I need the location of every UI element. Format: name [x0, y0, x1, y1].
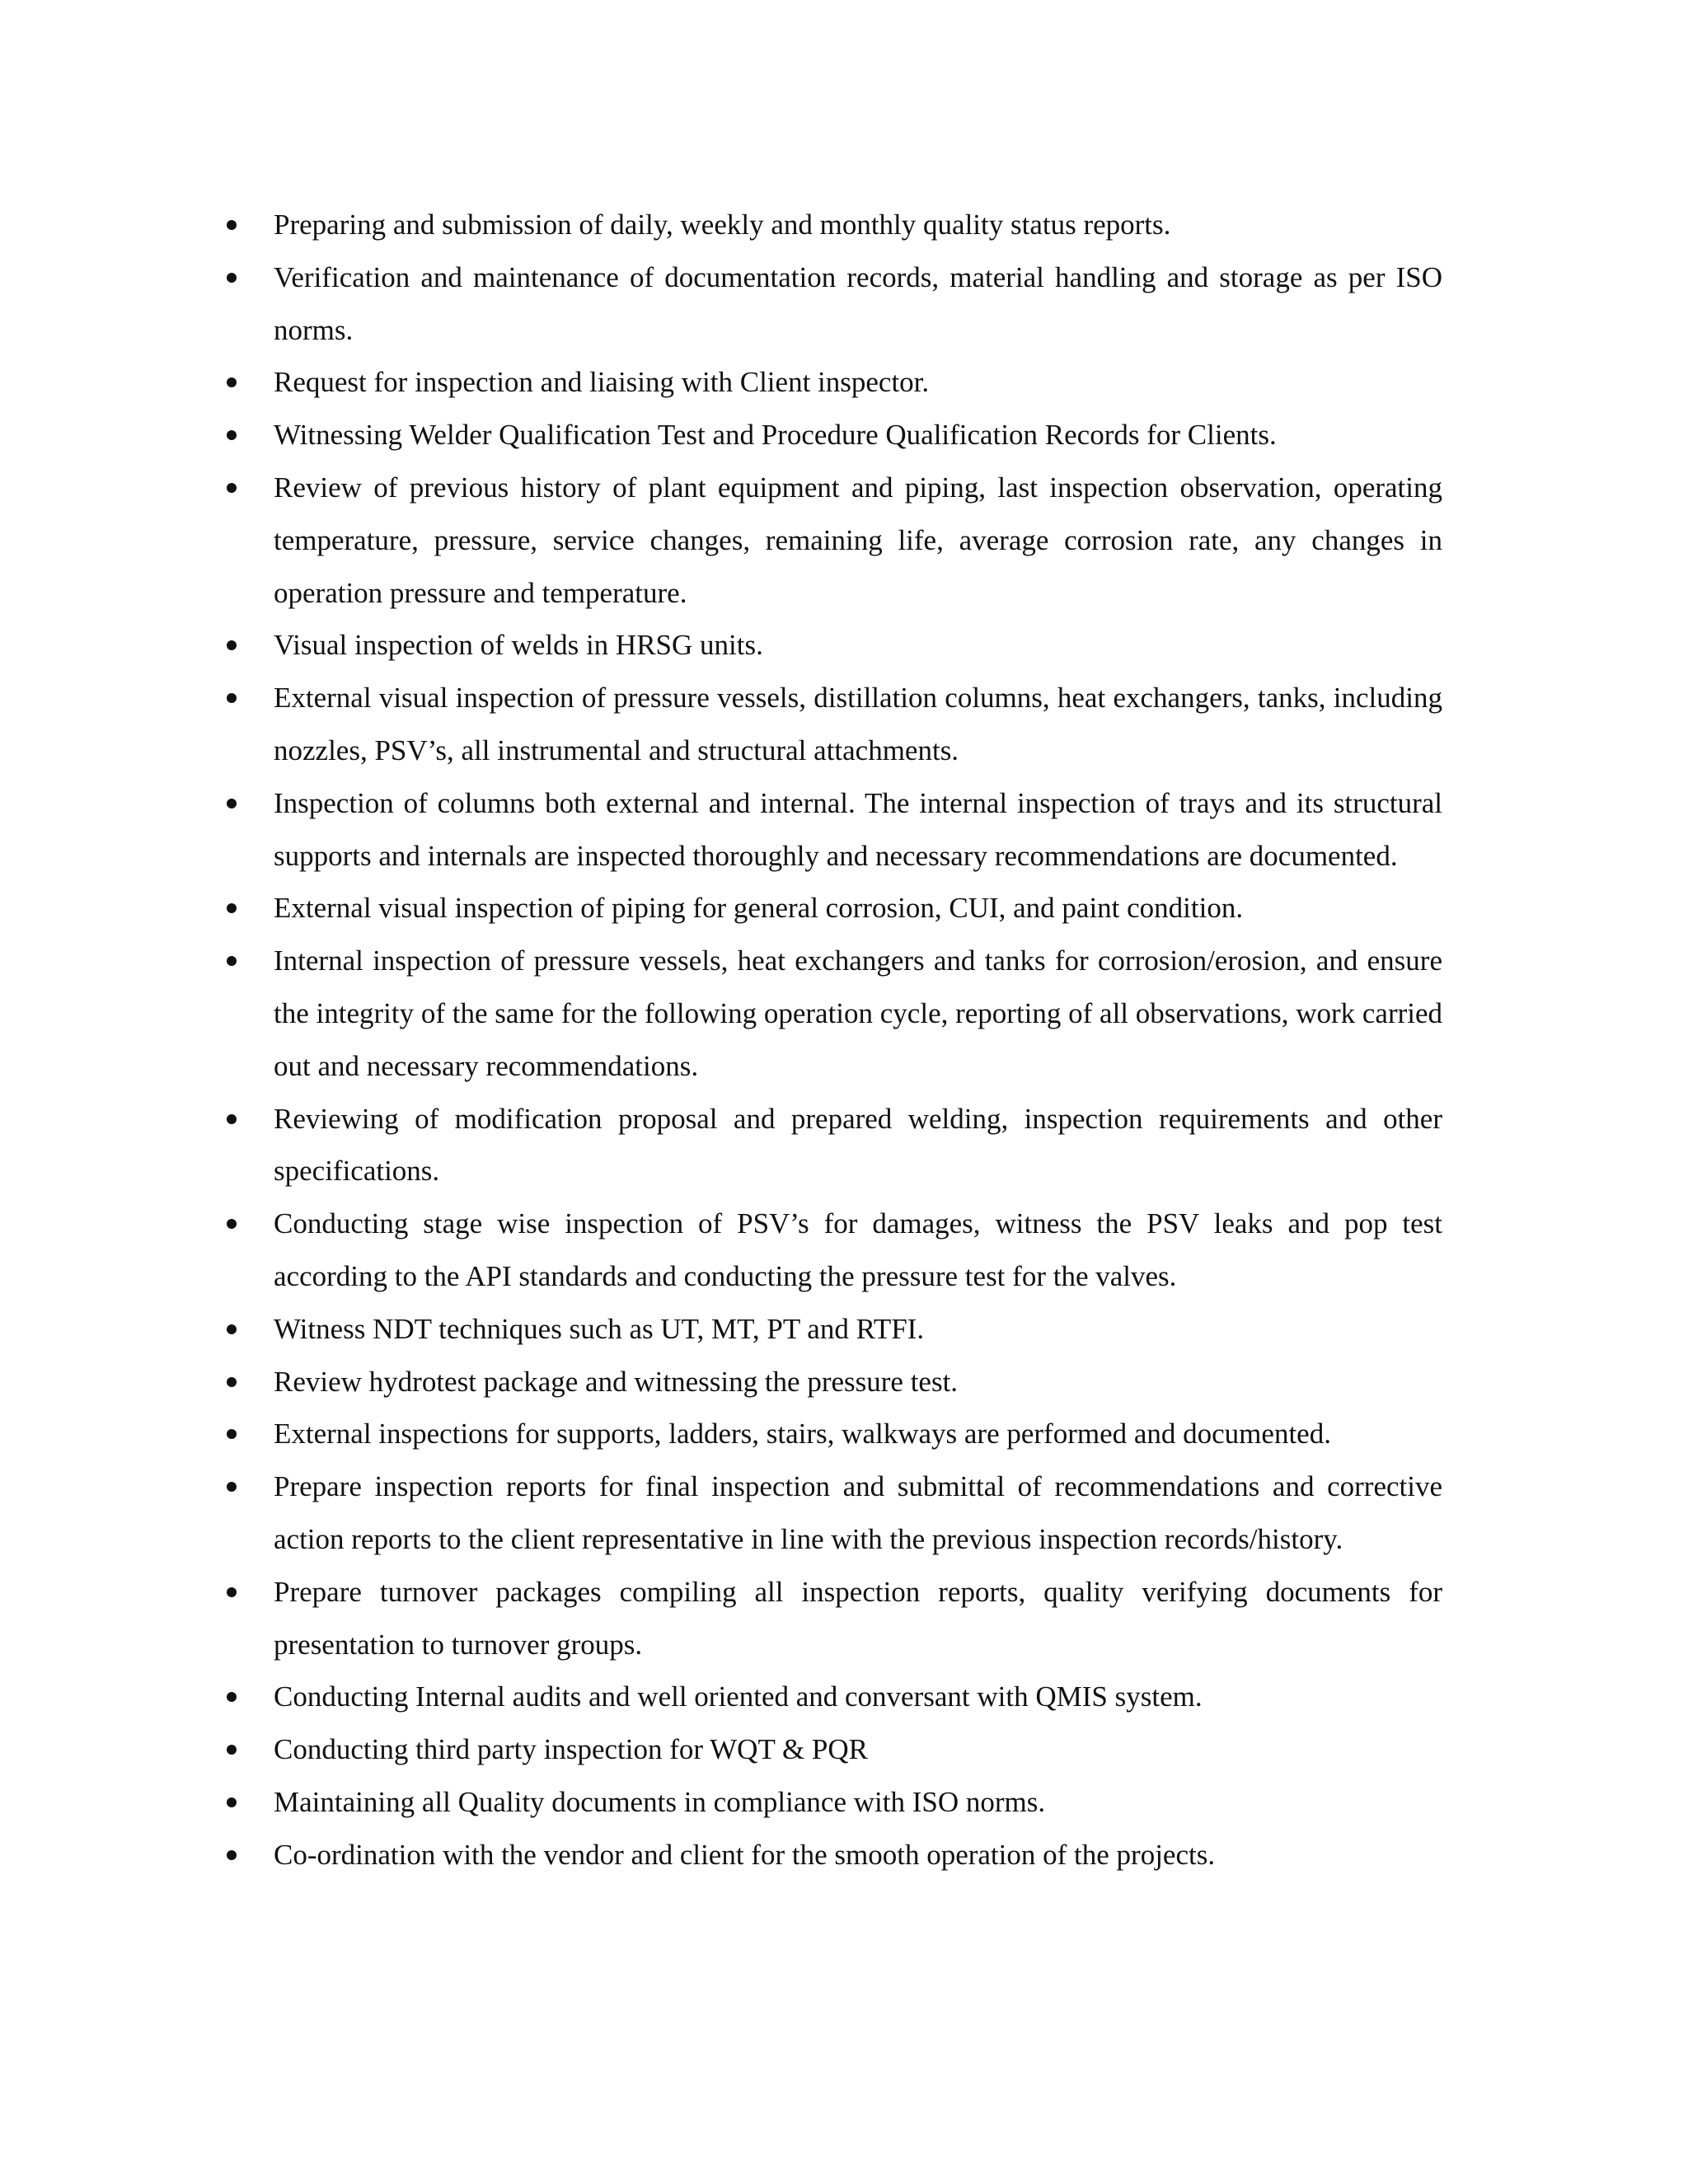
- list-item-text: Witnessing Welder Qualification Test and Procedure Qualification Records for Clients.: [274, 419, 1277, 452]
- responsibilities-list: [223, 199, 1442, 1882]
- list-item-text: External visual inspection of piping for general corrosion, CUI, and paint condition.: [274, 892, 1244, 925]
- list-item: [223, 1566, 1442, 1671]
- bullet-icon: [227, 799, 237, 808]
- list-item-text: Preparing and submission of daily, weekly and monthly quality status reports.: [274, 209, 1171, 241]
- list-item-text: Internal inspection of pressure vessels, heat exchangers and tanks for corrosion/erosion, and ensure the integrity of the same for the following operation cycle, reporting of all observations, work carried out and necessary recommendations.: [274, 944, 1443, 1082]
- list-item: [223, 1197, 1442, 1303]
- bullet-icon: [227, 1219, 237, 1229]
- list-item-text: Prepare inspection reports for final inspection and submittal of recommendations and corrective action reports to the client representative in line with the previous inspection records/history.: [274, 1470, 1442, 1555]
- list-item-text: Visual inspection of welds in HRSG units.: [274, 629, 763, 662]
- list-item-text: Conducting Internal audits and well oriented and conversant with QMIS system.: [274, 1680, 1203, 1713]
- list-item: [223, 356, 1442, 409]
- bullet-icon: [227, 1429, 237, 1439]
- list-item: [223, 619, 1442, 672]
- list-item-text: Review hydrotest package and witnessing the pressure test.: [274, 1365, 959, 1398]
- list-item: [223, 672, 1442, 777]
- list-item: [223, 1776, 1442, 1829]
- list-item-text: Maintaining all Quality documents in compliance with ISO norms.: [274, 1785, 1046, 1818]
- bullet-icon: [227, 1850, 237, 1860]
- bullet-icon: [227, 1587, 237, 1597]
- list-item-text: Inspection of columns both external and internal. The internal inspection of trays and its structural supports and internals are inspected thoroughly and necessary recommendations are documented.: [274, 786, 1442, 872]
- list-item-text: Conducting third party inspection for WQT & PQR: [274, 1733, 869, 1766]
- list-item-text: Prepare turnover packages compiling all inspection reports, quality verifying documents for presentation to turnover groups.: [274, 1575, 1442, 1661]
- bullet-icon: [227, 1797, 237, 1807]
- bullet-icon: [227, 1745, 237, 1755]
- list-item: [223, 935, 1442, 1092]
- bullet-icon: [227, 1482, 237, 1492]
- list-item: [223, 462, 1442, 619]
- bullet-icon: [227, 430, 237, 440]
- list-item: [223, 1093, 1442, 1198]
- bullet-icon: [227, 1692, 237, 1702]
- bullet-icon: [227, 483, 237, 493]
- list-item-text: Witness NDT techniques such as UT, MT, PT and RTFI.: [274, 1312, 925, 1345]
- list-item-text: Reviewing of modification proposal and prepared welding, inspection requirements and other specifications.: [274, 1102, 1442, 1188]
- list-item-text: External inspections for supports, ladders, stairs, walkways are performed and documented.: [274, 1418, 1331, 1451]
- list-item-text: External visual inspection of pressure vessels, distillation columns, heat exchangers, tanks, including nozzles, PSV’s, all instrumental and structural attachments.: [274, 682, 1442, 766]
- bullet-icon: [227, 1377, 237, 1387]
- list-item-text: Conducting stage wise inspection of PSV’s for damages, witness the PSV leaks and pop test according to the API standards and conducting the pressure test for the valves.: [274, 1207, 1442, 1292]
- list-item-text: Request for inspection and liaising with Client inspector.: [274, 366, 930, 399]
- list-item: [223, 1356, 1442, 1408]
- bullet-icon: [227, 640, 237, 650]
- list-item: [223, 199, 1442, 251]
- list-item-text: Review of previous history of plant equipment and piping, last inspection observation, operating temperature, pressure, service changes, remaining life, average corrosion rate, any changes in operation pressure and temperature.: [274, 471, 1442, 609]
- bullet-icon: [227, 693, 237, 703]
- bullet-icon: [227, 273, 237, 283]
- bullet-icon: [227, 220, 237, 230]
- bullet-icon: [227, 956, 237, 966]
- bullet-icon: [227, 903, 237, 913]
- list-item-text: Co-ordination with the vendor and client for the smooth operation of the projects.: [274, 1838, 1216, 1871]
- list-item: [223, 409, 1442, 462]
- list-item: [223, 777, 1442, 883]
- list-item: [223, 1671, 1442, 1723]
- list-item: [223, 251, 1442, 357]
- list-item: [223, 1303, 1442, 1356]
- bullet-icon: [227, 377, 237, 387]
- list-item: [223, 1460, 1442, 1566]
- bullet-icon: [227, 1114, 237, 1124]
- bullet-icon: [227, 1324, 237, 1334]
- list-item: [223, 882, 1442, 935]
- list-item: [223, 1723, 1442, 1776]
- list-item: [223, 1829, 1442, 1882]
- list-item: [223, 1408, 1442, 1460]
- list-item-text: Verification and maintenance of documentation records, material handling and storage as per ISO norms.: [274, 260, 1442, 346]
